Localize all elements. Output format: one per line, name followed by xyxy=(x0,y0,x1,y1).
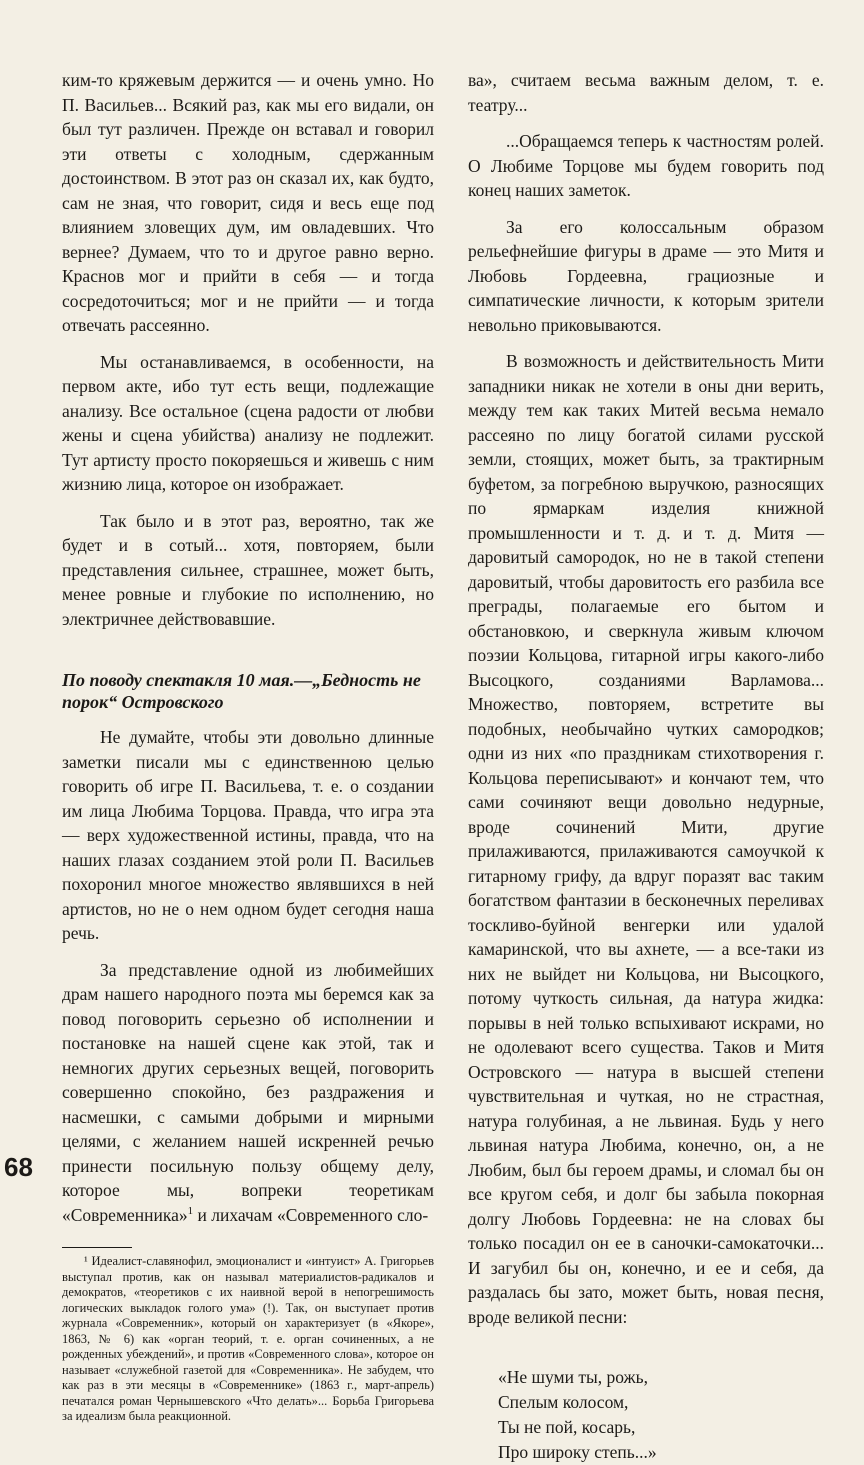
footnote-rule xyxy=(62,1247,132,1248)
section-title: По поводу спектакля 10 мая.—„Бедность не порок“ Островского xyxy=(62,670,421,712)
paragraph: ким-то кряжевым держится — и очень умно. Но П. Васильев... Всякий раз, как мы его видали, он был тут различен. Прежде он вставал и говорил эти ответы с холодным, сдержанным достоинством. В этот раз он сказал их, как будто, сам не зная, что говорит, сидя и весь еще под влиянием зловещих дум, им овладевших. Что вернее? Думаем, что то и другое равно верно. Краснов мог и прийти в себя — и тогда сосредоточиться; мог и не прийти — и тогда отвечать рассеянно. xyxy=(62,70,434,335)
footnote: ¹ Идеалист-славянофил, эмоционалист и «интуист» А. Григорьев выступал против, как он называл материалистов-радикалов и демократов, «теоретиков с их наивной верой в непогрешимость логических выкладок голого ума» (!). Так, он выступает против журнала «Современник», который он характеризует (в «Якоре», 1863, № 6) как «орган теорий, т. е. орган сочиненных, а не рожденных убеждений», и против «Современного слова», которое он называет «служебной газетой для «Современника». Не забудем, что как раз в эти месяцы в «Современнике» (1863 г., март-апрель) печатался роман Чернышевского «Что делать»... Борьба Григорьева за идеализм была реакционной. xyxy=(62,1254,434,1423)
poem-line: Про широку степь...» xyxy=(498,1442,657,1462)
paragraph-text-end: и лихачам «Современного сло- xyxy=(193,1204,429,1225)
paragraph: ва», считаем весьма важным делом, т. е. театру... xyxy=(468,70,824,115)
paragraph: В возможность и действительность Мити западники никак не хотели в оны дни верить, между тем как таких Митей весьма немало рассеяно по лицу богатой силами русской земли, стоящих, может быть, за трактирным буфетом, за погребною выручкою, разносящих по ярмаркам изделия книжной промышленности и т. д. и т. д. Митя — даровитый самородок, но не в такой степени даровитый, чтобы даровитость его разбила все преграды, полагаемые его бытом и обстановкою, и сверкнула живым ключом поэзии Кольцова, гитарной игры какого-либо Высоцкого, созданиями Варламова... Множество, повторяем, встретите вы подобных, необычайно чутких самородков; одни из них «по праздникам стихотворения г. Кольцова переписывают» и кончают тем, что сами сочиняют вещи довольно недурные, вроде сочинений Мити, другие прилаживаются, прилаживаются самоучкой к гитарному грифу, да вдруг поразят вас таким богатством фантазии в бесконечных переливах тоскливо-буйной венгерки или удалой камаринской, что вы ахнете, — а все-таки из них не выйдет ни Кольцова, ни Высоцкого, потому чуткость сильная, да натура жидка: порывы в ней только вспыхивают искрами, но не одолевают всего существа. Таков и Митя Островского — натура в высшей степени чувствительная и чуткая, но не страстная, натура голубиная, а не львиная. Будь у него львиная натура Любима, конечно, он, а не Любим, был бы героем драмы, и сломал бы он все кругом себя, и долг бы забыла покорная долгу Любовь Гордеевна: не на словах бы только посадил он ее в саночки-самокаточки... И загубил бы он, конечно, и ее и себя, да раздалась бы зато, может быть, новая песня, вроде великой песни: xyxy=(468,351,824,1327)
poem-line: Ты не пой, косарь, xyxy=(498,1417,636,1437)
right-column xyxy=(468,68,824,1465)
paragraph-text: За представление одной из любимейших драм нашего народного поэта мы беремся как за повод поговорить серьезно об исполнении и постановке на нашей сцене как этой, так и немногих других серьезных вещей, поговорить совершенно спокойно, без раздражения и насмешки, с самыми добрыми и мирными целями, с желанием нашей искренней речью принести посильную пользу общему делу, которое мы, вопреки теоретикам «Современника» xyxy=(62,959,434,1225)
paragraph: Мы останавливаемся, в особенности, на первом акте, ибо тут есть вещи, подлежащие анализу. Все остальное (сцена радости от любви жены и сцена убийства) анализу не подлежит. Тут артисту просто покоряешься и живешь с ним жизнию лица, которое он изображает. xyxy=(62,351,434,494)
paragraph: Так было и в этот раз, вероятно, так же будет и в сотый... хотя, повторяем, были представления сильнее, страшнее, может быть, менее ровные и глубокие по исполнению, но электричнее действовавшие. xyxy=(62,510,434,629)
paragraph xyxy=(62,958,434,1228)
poem-quote xyxy=(498,1365,824,1465)
left-column xyxy=(62,68,434,1425)
page-number: 68 xyxy=(4,1152,33,1182)
poem-line: «Не шуми ты, рожь, xyxy=(498,1367,649,1387)
paragraph: Не думайте, чтобы эти довольно длинные заметки писали мы с единственною целью говорить об игре П. Васильева, т. е. о создании им лица Любима Торцова. Правда, что игра эта — верх художественной истины, правда, что на наших глазах созданием этой роли П. Васильев похоронил многое множество являвшихся в ней артистов, но не о нем одном будет сегодня наша речь. xyxy=(62,727,434,943)
footnote-mark: 1 xyxy=(187,1204,194,1217)
paragraph: За его колоссальным образом рельефнейшие фигуры в драме — это Митя и Любовь Гордеевна, грациозные и симпатические личности, к которым зрители невольно приковываются. xyxy=(468,216,824,335)
paragraph: ...Обращаемся теперь к частностям ролей. О Любиме Торцове мы будем говорить под конец наших заметок. xyxy=(468,131,824,200)
poem-line: Спелым колосом, xyxy=(498,1392,629,1412)
